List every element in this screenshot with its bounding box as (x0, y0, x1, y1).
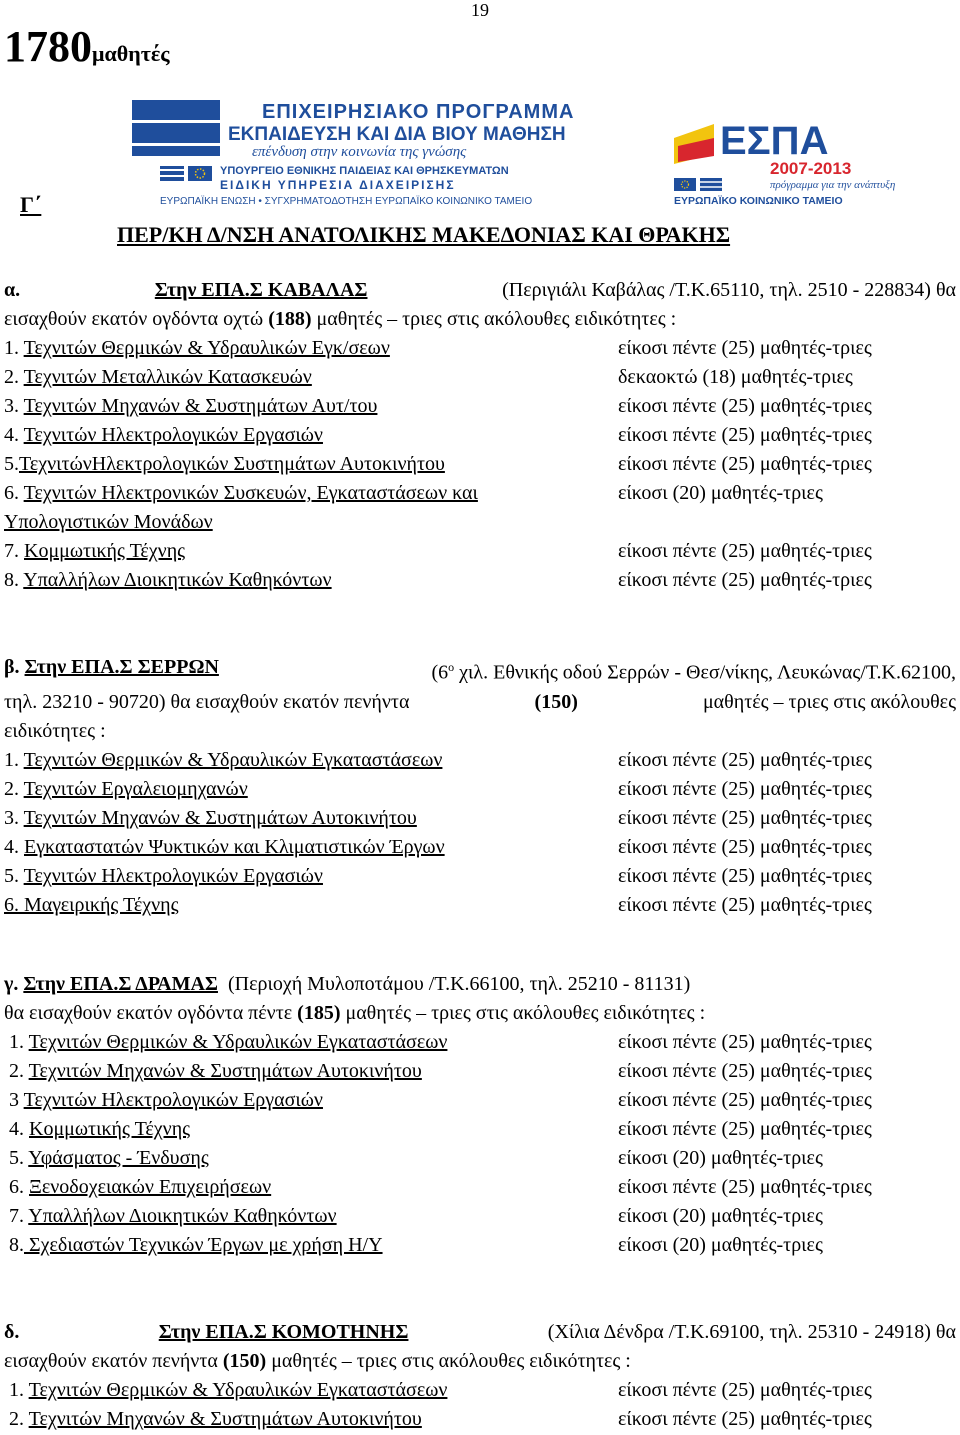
specialty-name: Τεχνιτών Θερμικών & Υδραυλικών Εγκαταστάσεων (23, 748, 443, 771)
list-item: 3. Τεχνιτών Μηχανών & Συστημάτων Αυτοκινήτου είκοσι πέντε (25) μαθητές-τριες (4, 804, 956, 833)
espa-eu-flag-icon (674, 178, 696, 191)
list-item: 8. Σχεδιαστών Τεχνικών Έργων με χρήση Η/Υ είκοσι (20) μαθητές-τριες (4, 1231, 956, 1260)
specialty-quota: είκοσι πέντε (25) μαθητές-τριες (618, 1060, 872, 1082)
specialty-name: Τεχνιτών Εργαλειομηχανών (23, 777, 248, 800)
specialty-name: Τεχνιτών Μηχανών & Συστημάτων Αυτοκινήτου (28, 1060, 422, 1082)
specialty-name: Τεχνιτών Ηλεκτρονικών Συσκευών, Εγκαταστάσεων και (23, 482, 478, 504)
intro-text: εισαχθούν εκατόν πενήντα (150) μαθητές – τριες στις ακόλουθες ειδικότητες : (4, 1350, 631, 1372)
page-number: 19 (471, 0, 489, 20)
specialty-name: Υπαλλήλων Διοικητικών Καθηκόντων (28, 1205, 337, 1227)
school-address: ($6^o$ χιλ. Εθνικής οδού Σερρών - Θεσ/νίκης, Λευκώνας/Τ.Κ.62100, (431, 660, 956, 684)
region-title: ΠΕΡ/ΚΗ Δ/ΝΣΗ ΑΝΑΤΟΛΙΚΗΣ ΜΑΚΕΔΟΝΙΑΣ ΚΑΙ ΘΡΑΚΗΣ (117, 222, 731, 247)
section-gamma-label: Γ΄ (20, 192, 42, 217)
list-item: 8. Υπαλλήλων Διοικητικών Καθηκόντων είκοσι πέντε (25) μαθητές-τριες (4, 566, 956, 595)
section-kavala (4, 276, 956, 595)
list-item: 2. Τεχνιτών Μηχανών & Συστημάτων Αυτοκινήτου είκοσι πέντε (25) μαθητές-τριες (4, 1057, 956, 1086)
specialty-quota: είκοσι πέντε (25) μαθητές-τριες (618, 893, 872, 916)
school-address: (Χίλια Δένδρα /Τ.Κ.69100, τηλ. 25310 - 24918) θα (547, 1321, 956, 1343)
list-item: 6. Μαγειρικής Τέχνης είκοσι πέντε (25) μαθητές-τριες (4, 891, 956, 920)
specialty-quota: είκοσι πέντε (25) μαθητές-τριες (618, 540, 872, 562)
espa-fund: ΕΥΡΩΠΑΪΚΟ ΚΟΙΝΩΝΙΚΟ ΤΑΜΕΙΟ (674, 195, 843, 207)
student-total (4, 24, 170, 77)
greek-flag-icon (160, 166, 184, 181)
logo-bar-3 (132, 146, 220, 156)
school-name: Στην ΕΠΑ.Σ ΚΟΜΟΤΗΝΗΣ (158, 1321, 409, 1343)
list-item: 6. Ξενοδοχειακών Επιχειρήσεων είκοσι πέντε (25) μαθητές-τριες (4, 1173, 956, 1202)
list-item: 4. Κομμωτικής Τέχνης είκοσι πέντε (25) μαθητές-τριες (4, 1115, 956, 1144)
logo-bar-1 (132, 100, 220, 120)
intro-count: (185) (297, 1002, 341, 1024)
section-heading (4, 970, 956, 999)
section-letter: γ. (4, 973, 19, 995)
specialty-quota: δεκαοκτώ (18) μαθητές-τριες (618, 366, 853, 388)
intro-count: (150) (534, 690, 578, 713)
specialty-quota: είκοσι πέντε (25) μαθητές-τριες (618, 453, 872, 475)
list-item: 2. Τεχνιτών Εργαλειομηχανών είκοσι πέντε (25) μαθητές-τριες (4, 775, 956, 804)
specialty-name: Τεχνιτών Θερμικών & Υδραυλικών Εγκ/σεων (23, 337, 390, 359)
list-item: 1. Τεχνιτών Θερμικών & Υδραυλικών Εγκαταστάσεων είκοσι πέντε (25) μαθητές-τριες (4, 1028, 956, 1057)
specialty-quota: είκοσι πέντε (25) μαθητές-τριες (618, 569, 872, 591)
specialty-name: Υπαλλήλων Διοικητικών Καθηκόντων (23, 569, 332, 591)
logo-line-3: επένδυση στην κοινωνία της γνώσης (252, 144, 467, 160)
intro-tail: ειδικότητες : (4, 719, 106, 742)
specialty-name: Υπολογιστικών Μονάδων (4, 511, 213, 533)
specialty-quota: είκοσι πέντε (25) μαθητές-τριες (618, 424, 872, 446)
espa-logo (672, 118, 910, 208)
list-item: 4. Τεχνιτών Ηλεκτρολογικών Εργασιών είκοσι πέντε (25) μαθητές-τριες (4, 421, 956, 450)
list-item: 3 Τεχνιτών Ηλεκτρολογικών Εργασιών είκοσι πέντε (25) μαθητές-τριες (4, 1086, 956, 1115)
list-item: 7. Κομμωτικής Τέχνης είκοσι πέντε (25) μαθητές-τριες (4, 537, 956, 566)
school-address: (Περιοχή Μυλοποτάμου /Τ.Κ.66100, τηλ. 25210 - 81131) (227, 973, 691, 995)
specialty-quota: είκοσι πέντε (25) μαθητές-τριες (618, 748, 872, 771)
specialty-name: Κομμωτικής Τέχνης (29, 1118, 191, 1140)
specialty-quota: είκοσι πέντε (25) μαθητές-τριες (618, 1408, 872, 1430)
list-item: 3. Τεχνιτών Μηχανών & Συστημάτων Αυτ/του είκοσι πέντε (25) μαθητές-τριες (4, 392, 956, 421)
espa-years: 2007-2013 (770, 159, 852, 178)
list-item: 2. Τεχνιτών Μεταλλικών Κατασκευών δεκαοκτώ (18) μαθητές-τριες (4, 363, 956, 392)
specialty-name: ΤεχνιτώνΗλεκτρολογικών Συστημάτων Αυτοκινήτου (19, 453, 445, 475)
espa-greek-flag-icon (700, 178, 722, 191)
section-drama (4, 970, 956, 1260)
specialty-quota: είκοσι πέντε (25) μαθητές-τριες (618, 395, 872, 417)
specialty-quota: είκοσι (20) μαθητές-τριες (618, 1205, 823, 1227)
intro-text: τηλ. 23210 - 90720) θα εισαχθούν εκατόν πενήντα (150) μαθητές – τριες στις ακόλουθες (4, 688, 956, 717)
specialty-quota: είκοσι πέντε (25) μαθητές-τριες (618, 835, 872, 858)
list-item: 5. Υφάσματος - Ένδυσης είκοσι (20) μαθητές-τριες (4, 1144, 956, 1173)
specialty-name: Τεχνιτών Μηχανών & Συστημάτων Αυτοκινήτου (28, 1408, 422, 1430)
list-item: 4. Εγκαταστατών Ψυκτικών και Κλιματιστικών Έργων είκοσι πέντε (25) μαθητές-τριες (4, 833, 956, 862)
specialty-quota: είκοσι πέντε (25) μαθητές-τριες (618, 864, 872, 887)
section-serres (4, 653, 956, 920)
list-item: 5.ΤεχνιτώνΗλεκτρολογικών Συστημάτων Αυτοκινήτου είκοσι πέντε (25) μαθητές-τριες (4, 450, 956, 479)
specialty-name: Κομμωτικής Τέχνης (24, 540, 186, 562)
list-item: 7. Υπαλλήλων Διοικητικών Καθηκόντων είκοσι (20) μαθητές-τριες (4, 1202, 956, 1231)
list-item: 1. Τεχνιτών Θερμικών & Υδραυλικών Εγκ/σεων είκοσι πέντε (25) μαθητές-τριες (4, 334, 956, 363)
list-item: 2. Τεχνιτών Μηχανών & Συστημάτων Αυτοκινήτου είκοσι πέντε (25) μαθητές-τριες (4, 1405, 956, 1434)
intro-count: (188) (268, 308, 312, 330)
list-item: 5. Τεχνιτών Ηλεκτρολογικών Εργασιών είκοσι πέντε (25) μαθητές-τριες (4, 862, 956, 891)
specialty-name: Ξενοδοχειακών Επιχειρήσεων (29, 1176, 272, 1198)
student-total-number: 1780 (4, 22, 92, 71)
specialty-quota: είκοσι (20) μαθητές-τριες (618, 1234, 823, 1256)
section-heading (4, 276, 956, 305)
specialty-quota: είκοσι (20) μαθητές-τριες (618, 482, 823, 504)
specialty-quota: είκοσι πέντε (25) μαθητές-τριες (618, 806, 872, 829)
specialty-name: Τεχνιτών Ηλεκτρολογικών Εργασιών (23, 1089, 323, 1111)
intro-count: (150) (222, 1350, 267, 1372)
specialty-name: Τεχνιτών Θερμικών & Υδραυλικών Εγκαταστάσεων (28, 1379, 448, 1401)
school-name: Στην ΕΠΑ.Σ ΔΡΑΜΑΣ (23, 973, 218, 995)
school-name: Στην ΕΠΑ.Σ ΣΕΡΡΩΝ (24, 656, 219, 678)
specialty-quota: είκοσι πέντε (25) μαθητές-τριες (618, 1118, 872, 1140)
specialty-quota: είκοσι πέντε (25) μαθητές-τριες (618, 1176, 872, 1198)
specialty-quota: είκοσι πέντε (25) μαθητές-τριες (618, 1089, 872, 1111)
logo-line-4: ΥΠΟΥΡΓΕΙΟ ΕΘΝΙΚΗΣ ΠΑΙΔΕΙΑΣ ΚΑΙ ΘΡΗΣΚΕΥΜΑΤΩΝ (220, 165, 509, 177)
section-komotini (4, 1318, 956, 1434)
logo-line-2: ΕΚΠΑΙΔΕΥΣΗ ΚΑΙ ΔΙΑ ΒΙΟΥ ΜΑΘΗΣΗ (228, 124, 566, 145)
section-letter: α. (4, 279, 21, 301)
list-item: 1. Τεχνιτών Θερμικών & Υδραυλικών Εγκαταστάσεων είκοσι πέντε (25) μαθητές-τριες (4, 1376, 956, 1405)
list-item-continuation (4, 508, 956, 537)
specialty-quota: είκοσι πέντε (25) μαθητές-τριες (618, 337, 872, 359)
espa-tagline: πρόγραμμα για την ανάπτυξη (770, 179, 896, 191)
list-item: 6. Τεχνιτών Ηλεκτρονικών Συσκευών, Εγκαταστάσεων και είκοσι (20) μαθητές-τριες (4, 479, 956, 508)
intro-text: εισαχθούν εκατόν ογδόντα οχτώ (188) μαθητές – τριες στις ακόλουθες ειδικότητες : (4, 308, 677, 330)
specialty-name: Εγκαταστατών Ψυκτικών και Κλιματιστικών Έργων (24, 835, 445, 858)
specialty-quota: είκοσι πέντε (25) μαθητές-τριες (618, 1379, 872, 1401)
specialty-name: Σχεδιαστών Τεχνικών Έργων με χρήση Η/Υ (29, 1234, 383, 1256)
specialty-name: Τεχνιτών Θερμικών & Υδραυλικών Εγκαταστάσεων (28, 1031, 448, 1053)
specialty-name: Τεχνιτών Μηχανών & Συστημάτων Αυτ/του (23, 395, 378, 417)
list-item: 1. Τεχνιτών Θερμικών & Υδραυλικών Εγκαταστάσεων είκοσι πέντε (25) μαθητές-τριες (4, 746, 956, 775)
intro-text: θα εισαχθούν εκατόν ογδόντα πέντε (185) μαθητές – τριες στις ακόλουθες ειδικότητες : (4, 1002, 706, 1024)
logo-line-1: ΕΠΙΧΕΙΡΗΣΙΑΚΟ ΠΡΟΓΡΑΜΜΑ (262, 101, 575, 123)
student-total-unit: μαθητές (92, 41, 170, 66)
specialty-quota: είκοσι (20) μαθητές-τριες (618, 1147, 823, 1169)
specialty-name: Μαγειρικής Τέχνης (24, 893, 179, 916)
program-logo (132, 100, 612, 208)
specialty-quota: είκοσι πέντε (25) μαθητές-τριες (618, 1031, 872, 1053)
section-letter: β. (4, 656, 20, 678)
section-letter: δ. (4, 1321, 20, 1343)
section-heading (4, 1318, 956, 1347)
logo-line-5: ΕΙΔΙΚΗ ΥΠΗΡΕΣΙΑ ΔΙΑΧΕΙΡΙΣΗΣ (220, 178, 456, 192)
school-address: (Περιγιάλι Καβάλας /Τ.Κ.65110, τηλ. 2510 - 228834) θα (502, 279, 956, 301)
specialty-name: Τεχνιτών Ηλεκτρολογικών Εργασιών (23, 864, 323, 887)
specialty-quota: είκοσι πέντε (25) μαθητές-τριες (618, 777, 872, 800)
specialty-name: Τεχνιτών Ηλεκτρολογικών Εργασιών (23, 424, 323, 446)
specialty-name: Τεχνιτών Μηχανών & Συστημάτων Αυτοκινήτου (23, 806, 417, 829)
logo-bar-2 (132, 123, 220, 143)
logo-line-6: ΕΥΡΩΠΑΪΚΗ ΕΝΩΣΗ • ΣΥΓΧΡΗΜΑΤΟΔΟΤΗΣΗ ΕΥΡΩΠΑΪΚΟ ΚΟΙΝΩΝΙΚΟ ΤΑΜΕΙΟ (160, 196, 533, 207)
specialty-name: Υφάσματος - Ένδυσης (28, 1147, 209, 1169)
espa-title: ΕΣΠΑ (720, 119, 829, 163)
specialty-name: Τεχνιτών Μεταλλικών Κατασκευών (23, 366, 312, 388)
section-heading (4, 653, 956, 688)
school-name: Στην ΕΠΑ.Σ ΚΑΒΑΛΑΣ (154, 279, 368, 301)
